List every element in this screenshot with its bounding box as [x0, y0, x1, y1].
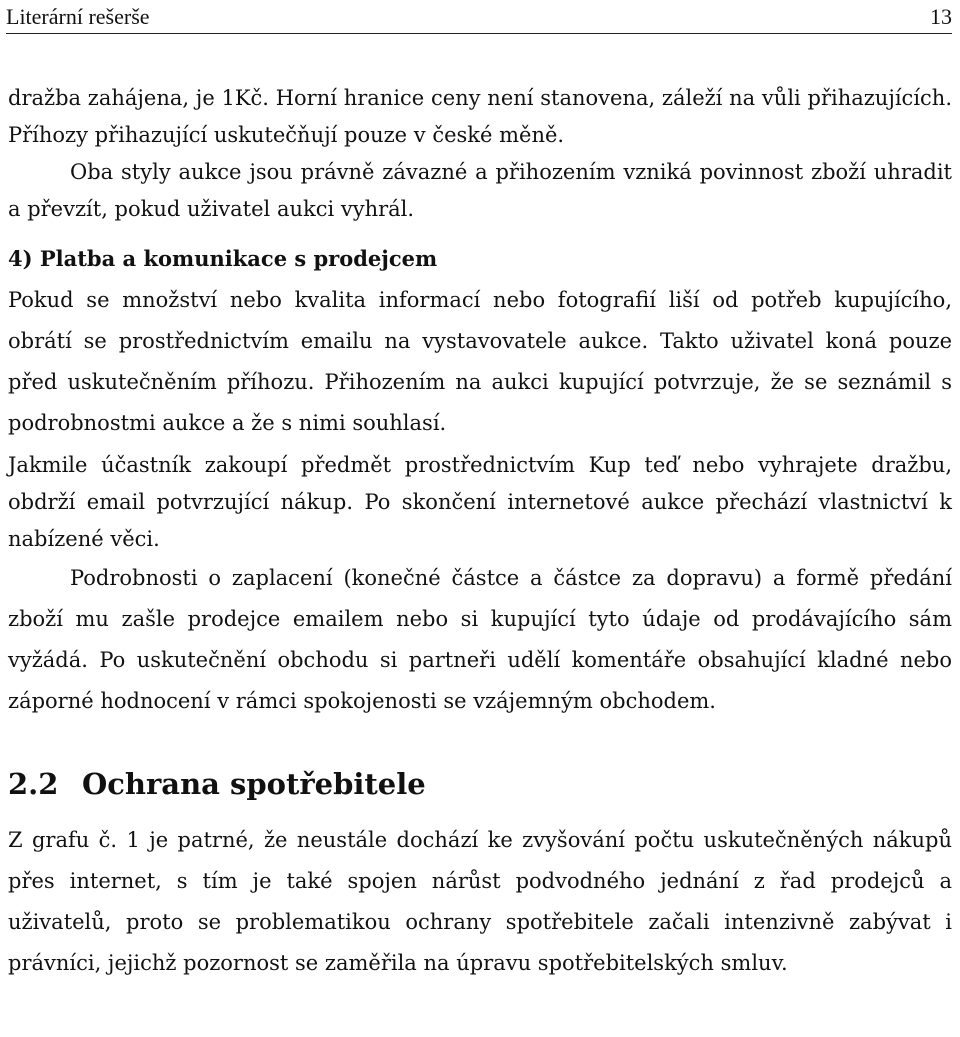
paragraph-information-contact: Pokud se množství nebo kvalita informací nebo fotografií liší od potřeb kupujícího, obrátí se prostřednictvím emailu na vystavovatele aukce. Takto uživatel koná pouze před uskutečněním příhozu. Přihozením na aukci kupující potvrzuje, že se seznámil s podrobnostmi aukce a že s nimi souhlasí. [8, 288, 952, 435]
section-title: Ochrana spotřebitele [82, 767, 426, 801]
section-heading [8, 764, 952, 804]
document-body [8, 80, 952, 984]
paragraph-auction-continuation: dražba zahájena, je 1Kč. Horní hranice ceny není stanovena, záleží na vůli přihazujících. Příhozy přihazující uskutečňují pouze v české měně. [8, 86, 952, 147]
running-header [6, 0, 952, 34]
section-number: 2.2 [8, 767, 59, 801]
subheading-payment-communication: 4) Platba a komunikace s prodejcem [8, 246, 438, 271]
header-title: Literární rešerše [6, 4, 150, 29]
page-number: 13 [930, 4, 952, 29]
paragraph-auction-binding: Oba styly aukce jsou právně závazné a přihozením vzniká povinnost zboží uhradit a převzít, pokud uživatel aukci vyhrál. [8, 160, 952, 221]
paragraph-purchase-confirmation: Jakmile účastník zakoupí předmět prostřednictvím Kup teď nebo vyhrajete dražbu, obdrží email potvrzující nákup. Po skončení internetové aukce přechází vlastnictví k nabízené věci. [8, 453, 952, 551]
paragraph-payment-details: Podrobnosti o zaplacení (konečné částce a částce za dopravu) a formě předání zboží mu zašle prodejce emailem nebo si kupující tyto údaje od prodávajícího sám vyžádá. Po uskutečnění obchodu si partneři udělí komentáře obsahující kladné nebo záporné hodnocení v rámci spokojenosti se vzájemným obchodem. [8, 566, 952, 713]
paragraph-consumer-protection: Z grafu č. 1 je patrné, že neustále dochází ke zvyšování počtu uskutečněných nákupů přes internet, s tím je také spojen nárůst podvodného jednání z řad prodejců a uživatelů, proto se problematikou ochrany spotřebitele začali intenzivně zabývat i právníci, jejichž pozornost se zaměřila na úpravu spotřebitelských smluv. [8, 828, 952, 975]
